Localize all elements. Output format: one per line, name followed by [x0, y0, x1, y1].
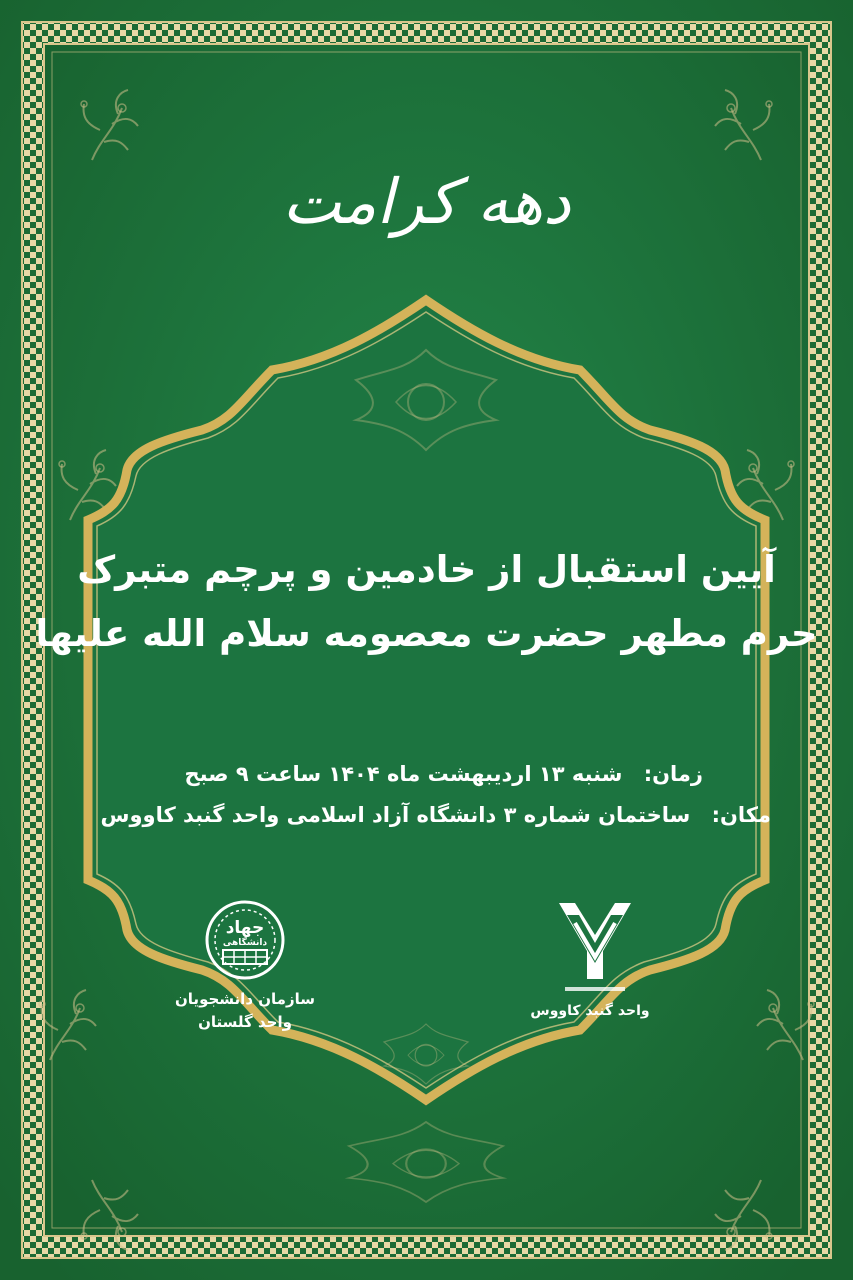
- event-title: دهه کرامت: [282, 165, 571, 238]
- place-label: مکان:: [711, 803, 771, 827]
- ceremony-heading-line-1: آیین استقبال از خادمین و پرچم متبرک: [77, 548, 776, 591]
- place-info: [100, 803, 771, 827]
- time-label: زمان:: [643, 762, 703, 786]
- place-value: ساختمان شماره ۳ دانشگاه آزاد اسلامی واحد گنبد کاووس: [100, 803, 691, 827]
- jihad-emblem-sub: دانشگاهی: [222, 938, 268, 948]
- jihad-caption-line-2: واحد گلستان: [198, 1013, 292, 1031]
- jihad-caption-line-1: سازمان دانشجویان: [175, 990, 315, 1008]
- time-value: شنبه ۱۳ اردیبهشت ماه ۱۴۰۴ ساعت ۹ صبح: [184, 762, 623, 786]
- ceremony-heading-line-2: حرم مطهر حضرت معصومه سلام الله علیها: [35, 612, 818, 655]
- jihad-emblem-text: جهاد: [225, 918, 265, 938]
- azad-caption: واحد گنبد کاووس: [530, 1003, 650, 1019]
- time-info: [185, 762, 703, 786]
